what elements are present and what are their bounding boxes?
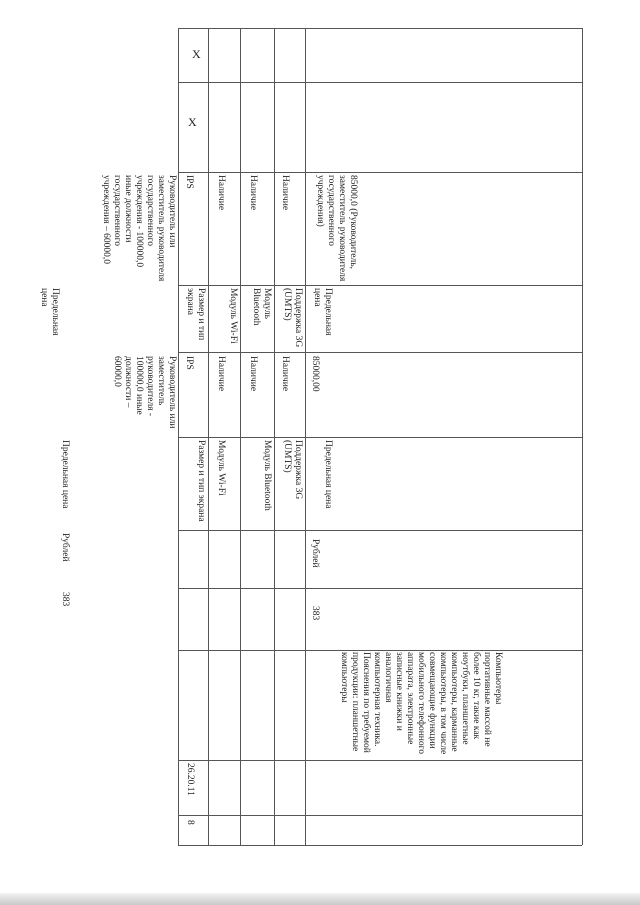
param-value: Наличие [248,175,258,211]
row-code: 383 [310,606,320,621]
header-code: 383 [60,592,70,607]
table-line [178,285,582,286]
table-line [178,588,582,589]
param-value: Наличие [216,356,226,392]
table-line [178,28,582,29]
header-top-level: Руководитель или заместитель руководителя государственного учреждения - 100000,0 иные должности государственного учреждения – 60000,0 [101,175,177,282]
param-name: Модуль Wi-Fi [216,440,226,496]
header-second-level-param: Предельная цена [60,440,70,509]
table-line [178,82,582,83]
param-value: Наличие [280,175,290,211]
row-product-name: Компьютеры портативные массой не более 10 кг, такие как ноутбуки, планшетные компьютеры, карманные компьютеры, в том числе совмещающие функции мобильного телефонного аппарата, электронные записные книжки и аналогичная компьютерная техника. Пояснения по требуемой продукции: планшетные компьютеры [339,652,503,755]
param-value: IPS [184,356,194,370]
param-value: Наличие [216,175,226,211]
table-line [274,28,275,845]
table-line [582,28,583,845]
row-okpd-code: 26.20.11 [185,763,195,796]
param-name: Размер и тип экрана [196,440,206,522]
header-top-level-param: Предельная цена [39,288,60,336]
table-line [208,28,209,845]
table-line [240,28,241,845]
param-name: Модуль Bluetooth [262,440,272,511]
table-line [178,845,582,846]
table-line [178,437,582,438]
param-value: 85000,0 (Руководитель, заместитель руководителя государственного учреждения) [315,175,358,282]
scan-edge-shadow [0,893,640,905]
param-value: Наличие [280,356,290,392]
param-name: Предельная цена [323,440,333,509]
header-second-level: Руководитель или заместитель руководителя - 100000,0 иные должности – 60000,0 [112,356,177,429]
table-line [178,760,582,761]
not-applicable-mark: X [192,47,201,61]
row-number: 8 [185,820,195,825]
param-name: Поддержка 3G (UMTS) [282,440,303,500]
row-unit: Рублей [310,539,320,568]
param-value: Наличие [248,356,258,392]
param-name: Модуль Bluetooth [251,288,272,326]
param-name: Размер и тип экрана [185,288,206,341]
table-line [305,28,306,845]
table-line [178,28,179,845]
param-value: 85000,00 [310,356,320,392]
param-name: Предельная цена [312,288,333,336]
param-name: Поддержка 3G (UMTS) [282,288,303,348]
not-applicable-mark: X [188,115,197,129]
table-line [178,650,582,651]
table-line [178,815,582,816]
table-line [178,172,582,173]
param-name: Модуль Wi-Fi [228,288,238,344]
table-line [178,530,582,531]
header-unit: Рублей [60,533,70,562]
table-line [178,352,582,353]
param-value: IPS [184,175,194,189]
